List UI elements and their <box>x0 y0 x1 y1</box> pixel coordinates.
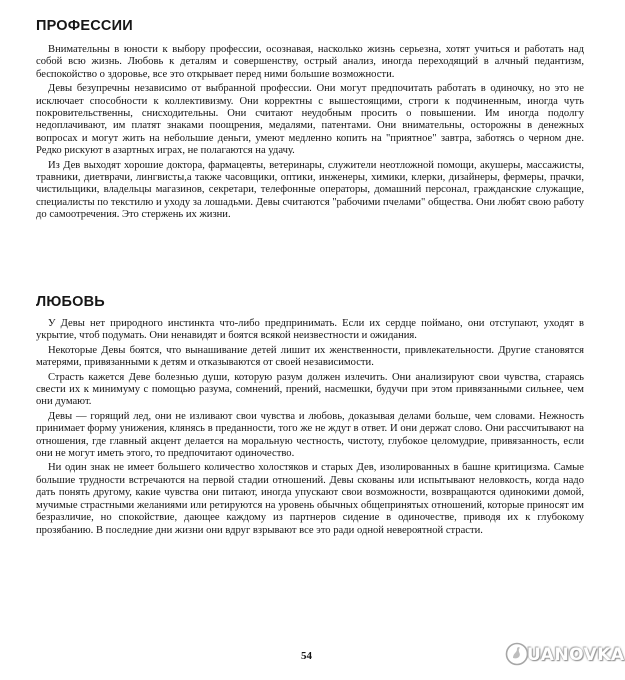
section-heading-love: ЛЮБОВЬ <box>36 294 105 310</box>
watermark-text: UANOVKA <box>527 645 625 665</box>
paragraph: У Девы нет природного инстинкта что-либо предпринимать. Если их сердце поймано, они отступают, уходят в укрытие, чтоб подумать. Они ненавидят и боятся всякой неизвестности и ожидания. <box>36 318 584 342</box>
section-body-love <box>36 318 584 539</box>
paragraph: Ни один знак не имеет большего количество холостяков и старых Дев, изолированных в башне критицизма. Самые большие трудности встречаются на первой стадии отношений. Девы скованы или испытывают неловкость, когда надо дать понять другому, какие чувства они питают, иногда упускают свои возможности, возвращаются одинокими домой, мучимые страстными желаниями или ретируются на уровень обычных общепринятых отношений, которые приносят им безразличие, но спокойствие, дающее каждому из партнеров сидение в одиночестве, приводя их к глубокому прозябанию. В последние дни жизни они вдруг взрывают все это ради одной невероятной страсти. <box>36 462 584 536</box>
paragraph: Некоторые Девы боятся, что вынашивание детей лишит их женственности, привлекательности. Другие становятся матерями, привязанными к детям и отказываются от своей независимости. <box>36 344 584 369</box>
section-body-professions <box>36 44 584 224</box>
paragraph: Страсть кажется Деве болезнью души, которую разум должен излечить. Они анализируют свои чувства, стараясь свести их к минимуму с помощью разума, сомнений, прений, насмешки, будучи при этом привязанными сильнее, чем они думают. <box>36 371 584 408</box>
paragraph: Внимательны в юности к выбору профессии, осознавая, насколько жизнь серьезна, хотят учиться и работать над собой всю жизнь. Любовь к деталям и совершенству, острый анализ, иногда переходящий в алчный педантизм, беспокойство о здоровье, все это открывает перед ними большие возможности. <box>36 44 584 80</box>
paragraph: Девы — горящий лед, они не изливают свои чувства и любовь, доказывая делами больше, чем словами. Нежность принимает форму унижения, клянясь в преданности, того же не ждут в ответ. И они держат слово. Они рассчитывают на отношения, где главный акцент делается на моральную честность, чистоту, глубокое целомудрие, привязанность, если они не могут иметь этого, то предпочитают одиночество. <box>36 410 584 460</box>
section-heading-professions: ПРОФЕССИИ <box>36 18 133 34</box>
paragraph: Из Дев выходят хорошие доктора, фармацевты, ветеринары, служители неотложной помощи, акушеры, массажисты, травники, диетврачи, лингвисты,а также часовщики, оптики, инженеры, химики, клерки, дизайнеры, фермеры, прачки, чистильщики, владельцы магазинов, секретари, телефонные операторы, домашний персонал, гражданские служащие, специалисты по текстилю и уходу за лошадьми. Девы считаются "рабочими пчелами" общества. Они любят свою работу до самоотречения. Это стержень их жизни. <box>36 159 584 221</box>
page-number: 54 <box>301 650 312 662</box>
paragraph: Девы безупречны независимо от выбранной профессии. Они могут предпочитать работать в одиночку, но это не исключает способности к коллективизму. Они корректны с вышестоящими, строги к подчиненным, иногда чуть покровительственны, снисходительны. Они считают неудобным просить о повышении. Им иногда подолгу недоплачивают, им платят знаками поощрения, медалями, патентами. Они внимательны, осторожны в денежных вопросах и могут жить на небольшие деньги, умеют медленно копить на "приятное" завтра, заботясь о черном дне. Редко рискуют в азартных играх, не полагаются на удачу. <box>36 83 584 157</box>
watermark <box>505 637 625 673</box>
swan-logo-icon <box>505 641 529 667</box>
